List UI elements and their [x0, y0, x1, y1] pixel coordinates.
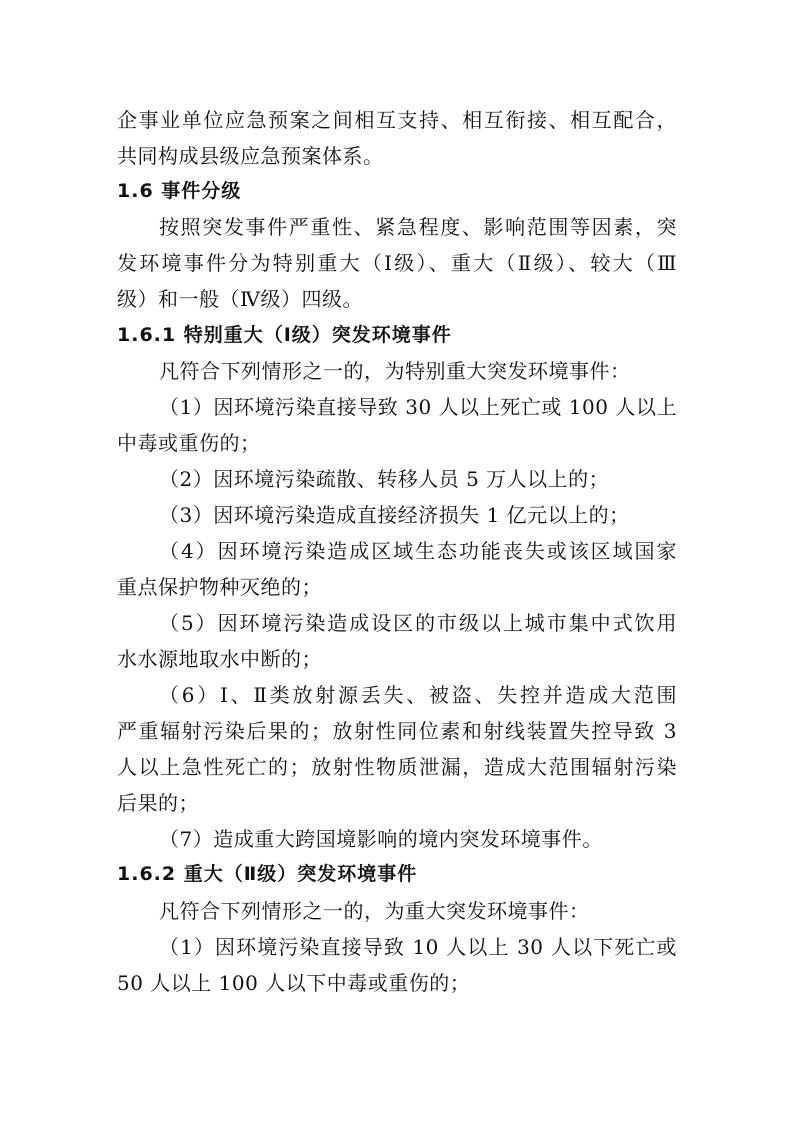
- list-item-line: （3）因环境污染造成直接经济损失 1 亿元以上的；: [159, 503, 630, 527]
- paragraph-line: 级）和一般（Ⅳ级）四级。: [117, 287, 363, 311]
- intro-line: 共同构成县级应急预案体系。: [117, 144, 384, 168]
- list-item-line: 人以上急性死亡的；放射性物质泄漏，造成大范围辐射污染: [117, 755, 677, 779]
- section-intro: 凡符合下列情形之一的，为重大突发环境事件：: [159, 899, 590, 923]
- list-item-line: （2）因环境污染疏散、转移人员 5 万人以上的；: [159, 467, 610, 491]
- section-heading-1-6-1: 1.6.1 特别重大（Ⅰ级）突发环境事件: [117, 324, 452, 346]
- list-item-line: （7）造成重大跨国境影响的境内突发环境事件。: [159, 827, 603, 851]
- list-item-line: （5）因环境污染造成设区的市级以上城市集中式饮用: [159, 611, 677, 635]
- list-item-line: （1）因环境污染直接导致 10 人以上 30 人以下死亡或: [159, 935, 677, 959]
- paragraph-line: 按照突发事件严重性、紧急程度、影响范围等因素，突: [159, 215, 677, 239]
- intro-line: 企事业单位应急预案之间相互支持、相互衔接、相互配合，: [117, 108, 677, 132]
- list-item-line: 水水源地取水中断的；: [117, 647, 322, 671]
- list-item-line: 中毒或重伤的；: [117, 431, 261, 455]
- section-heading-1-6-2: 1.6.2 重大（Ⅱ级）突发环境事件: [117, 863, 418, 885]
- paragraph-line: 发环境事件分为特别重大（Ⅰ级）、重大（Ⅱ级）、较大（Ⅲ: [117, 251, 677, 275]
- list-item-line: 50 人以上 100 人以下中毒或重伤的；: [117, 971, 471, 995]
- list-item-line: 重点保护物种灭绝的；: [117, 575, 322, 599]
- list-item-line: （4）因环境污染造成区域生态功能丧失或该区域国家: [159, 539, 677, 563]
- list-item-line: （1）因环境污染直接导致 30 人以上死亡或 100 人以上: [159, 395, 677, 419]
- list-item-line: 严重辐射污染后果的；放射性同位素和射线装置失控导致 3: [117, 719, 677, 743]
- list-item-line: （6）Ⅰ、Ⅱ类放射源丢失、被盗、失控并造成大范围: [159, 683, 677, 707]
- list-item-line: 后果的；: [117, 791, 199, 815]
- section-intro: 凡符合下列情形之一的，为特别重大突发环境事件：: [159, 359, 631, 383]
- section-heading-1-6: 1.6 事件分级: [117, 180, 242, 202]
